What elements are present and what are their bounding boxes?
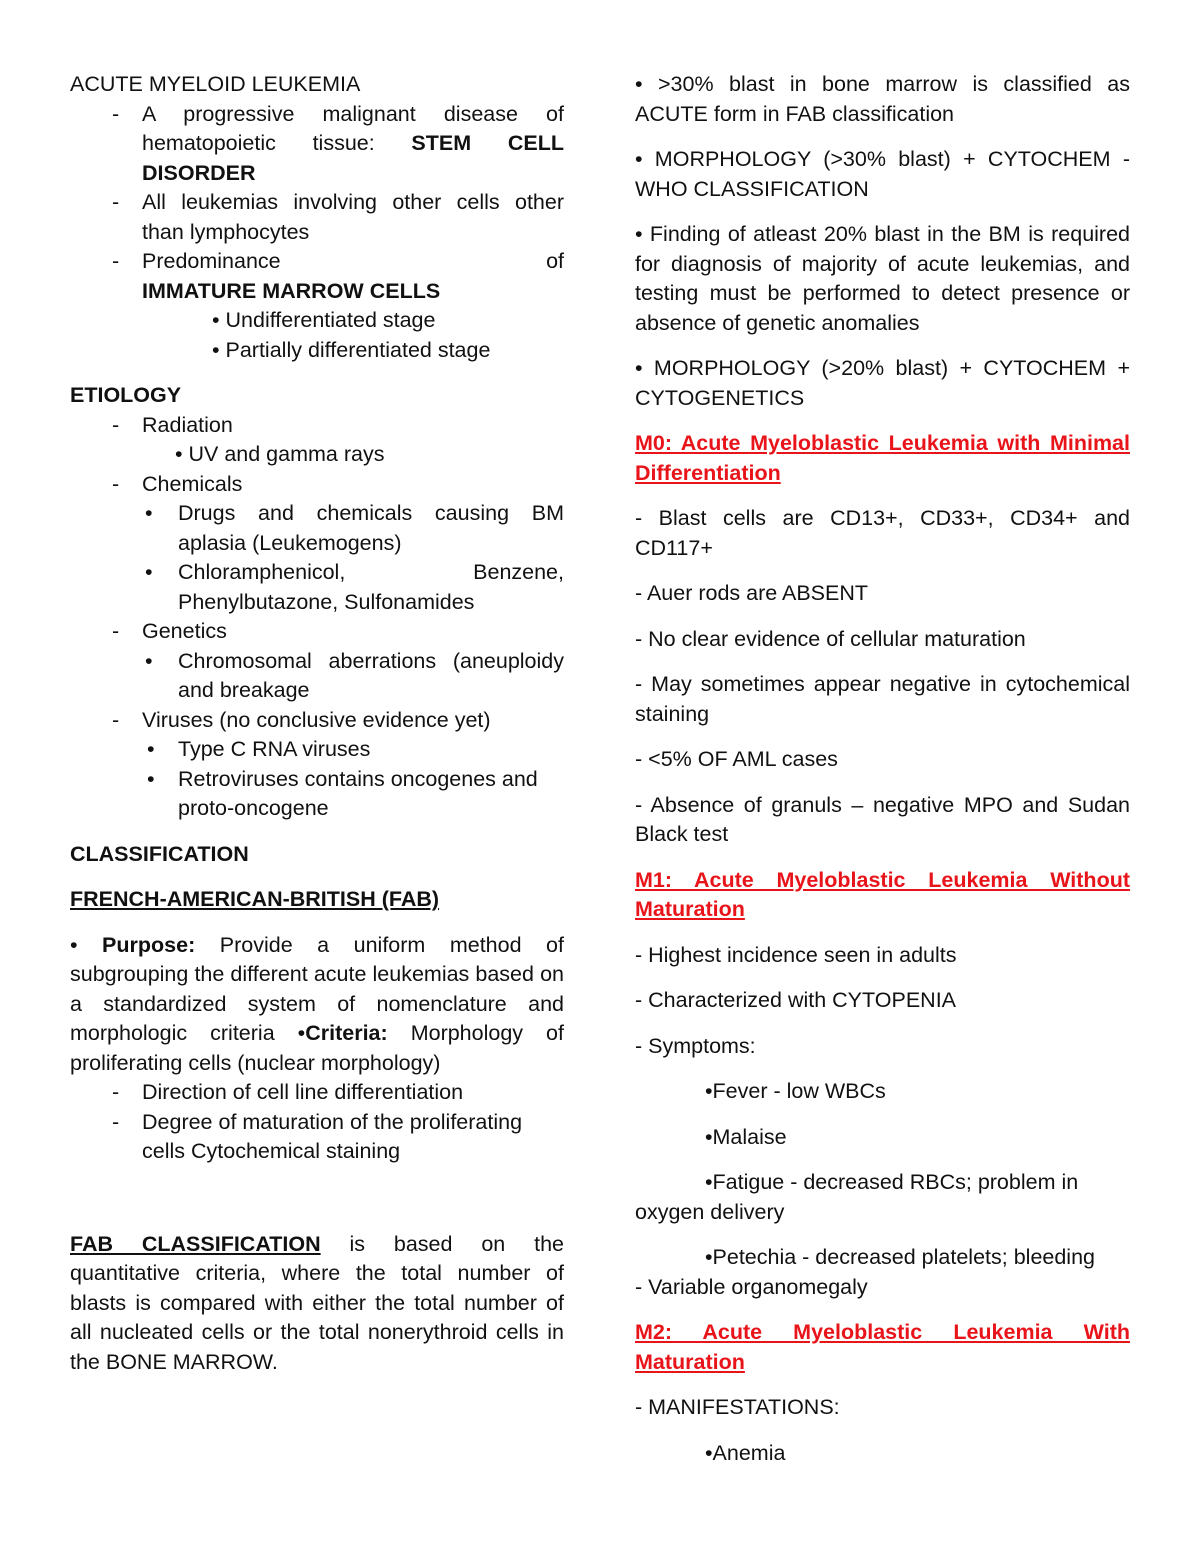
- m2-item: - MANIFESTATIONS:: [635, 1395, 840, 1419]
- cytogenetics-paragraph: • MORPHOLOGY (>20% blast) + CYTOCHEM + CYTOGENETICS: [635, 356, 1130, 410]
- m0-item: - Auer rods are ABSENT: [635, 581, 869, 605]
- symptom-item: •Malaise: [705, 1124, 787, 1149]
- m0-item: - May sometimes appear negative in cytochemical staining: [635, 672, 1130, 726]
- right-column: [635, 70, 1130, 1468]
- etiology-heading: ETIOLOGY: [70, 383, 182, 407]
- chemicals-item: • Chloramphenicol, Benzene, Phenylbutazone, Sulfonamides: [142, 558, 564, 617]
- m1-item: - Variable organomegaly: [635, 1274, 868, 1299]
- symptom-item: •Fever - low WBCs: [705, 1079, 886, 1103]
- etiology-item: - Chemicals • Drugs and chemicals causing BM aplasia (Leukemogens) • Chloramphenicol, Benzene, Phenylbutazone, Sulfonamides: [70, 470, 564, 618]
- intro-list: [70, 100, 564, 307]
- symptom-item: •Fatigue - decreased RBCs; problem in oxygen delivery: [635, 1170, 1079, 1224]
- etiology-item: - Viruses (no conclusive evidence yet) • Type C RNA viruses • Retroviruses contains oncogenes and proto-oncogene: [70, 706, 564, 824]
- genetics-list: [142, 647, 564, 706]
- m1-heading: M1: Acute Myeloblastic Leukemia Without Maturation: [635, 867, 1130, 921]
- criteria-list: [70, 1078, 564, 1167]
- etiology-list: [70, 411, 564, 441]
- left-column: [70, 70, 564, 1377]
- etiology-list: [70, 470, 564, 824]
- etiology-item: - Radiation: [70, 411, 564, 441]
- fab-heading: FRENCH-AMERICAN-BRITISH (FAB): [70, 887, 440, 911]
- m0-item: - <5% OF AML cases: [635, 747, 838, 771]
- genetics-item: • Chromosomal aberrations (aneuploidy and breakage: [142, 647, 564, 706]
- viruses-item: • Type C RNA viruses: [142, 735, 564, 765]
- document-title: ACUTE MYELOID LEUKEMIA: [70, 72, 361, 96]
- viruses-list: [142, 735, 564, 824]
- m2-heading: M2: Acute Myeloblastic Leukemia With Maturation: [635, 1320, 1130, 1374]
- m1-item: - Highest incidence seen in adults: [635, 942, 957, 967]
- classification-heading: CLASSIFICATION: [70, 841, 249, 866]
- m0-item: - Blast cells are CD13+, CD33+, CD34+ and CD117+: [635, 506, 1130, 560]
- criteria-item: - Direction of cell line differentiation: [70, 1078, 564, 1108]
- etiology-sub-item: • UV and gamma rays: [175, 442, 385, 466]
- fab-criteria-paragraph: • >30% blast in bone marrow is classified as ACUTE form in FAB classification: [635, 72, 1130, 126]
- m0-heading: M0: Acute Myeloblastic Leukemia with Minimal Differentiation: [635, 431, 1130, 485]
- chemicals-list: [142, 499, 564, 617]
- symptom-item: •Petechia - decreased platelets; bleeding: [705, 1245, 1096, 1269]
- m1-item: - Symptoms:: [635, 1033, 756, 1058]
- intro-sub-item: • Partially differentiated stage: [212, 337, 491, 362]
- who-criteria-paragraph: • MORPHOLOGY (>30% blast) + CYTOCHEM - WHO CLASSIFICATION: [635, 147, 1130, 201]
- intro-item: - A progressive malignant disease of hematopoietic tissue: STEM CELL DISORDER: [70, 100, 564, 189]
- m0-item: - No clear evidence of cellular maturation: [635, 626, 1026, 651]
- manifestation-item: •Anemia: [705, 1440, 786, 1465]
- intro-sub-item: • Undifferentiated stage: [212, 308, 436, 332]
- diagnosis-paragraph: • Finding of atleast 20% blast in the BM is required for diagnosis of majority of acute leukemias, and testing must be performed to detect presence or absence of genetic anomalies: [635, 222, 1130, 335]
- etiology-item: - Genetics • Chromosomal aberrations (aneuploidy and breakage: [70, 617, 564, 706]
- fab-classification-paragraph: FAB CLASSIFICATION is based on the quantitative criteria, where the total number of blasts is compared with either the total number of all nucleated cells or the total nonerythroid cells in the BONE MARROW.: [70, 1231, 564, 1374]
- chemicals-item: • Drugs and chemicals causing BM aplasia (Leukemogens): [142, 499, 564, 558]
- purpose-paragraph: • Purpose: Provide a uniform method of subgrouping the different acute leukemias based on a standardized system of nomenclature and morphologic criteria •Criteria: Morphology of proliferating cells (nuclear morphology): [70, 932, 564, 1075]
- intro-item: - Predominance of IMMATURE MARROW CELLS: [70, 247, 564, 306]
- m1-item: - Characterized with CYTOPENIA: [635, 988, 957, 1012]
- viruses-item: • Retroviruses contains oncogenes and proto-oncogene: [142, 765, 564, 824]
- criteria-item: - Degree of maturation of the proliferating cells Cytochemical staining: [70, 1108, 564, 1167]
- m0-item: - Absence of granuls – negative MPO and Sudan Black test: [635, 792, 1130, 846]
- intro-item: - All leukemias involving other cells other than lymphocytes: [70, 188, 564, 247]
